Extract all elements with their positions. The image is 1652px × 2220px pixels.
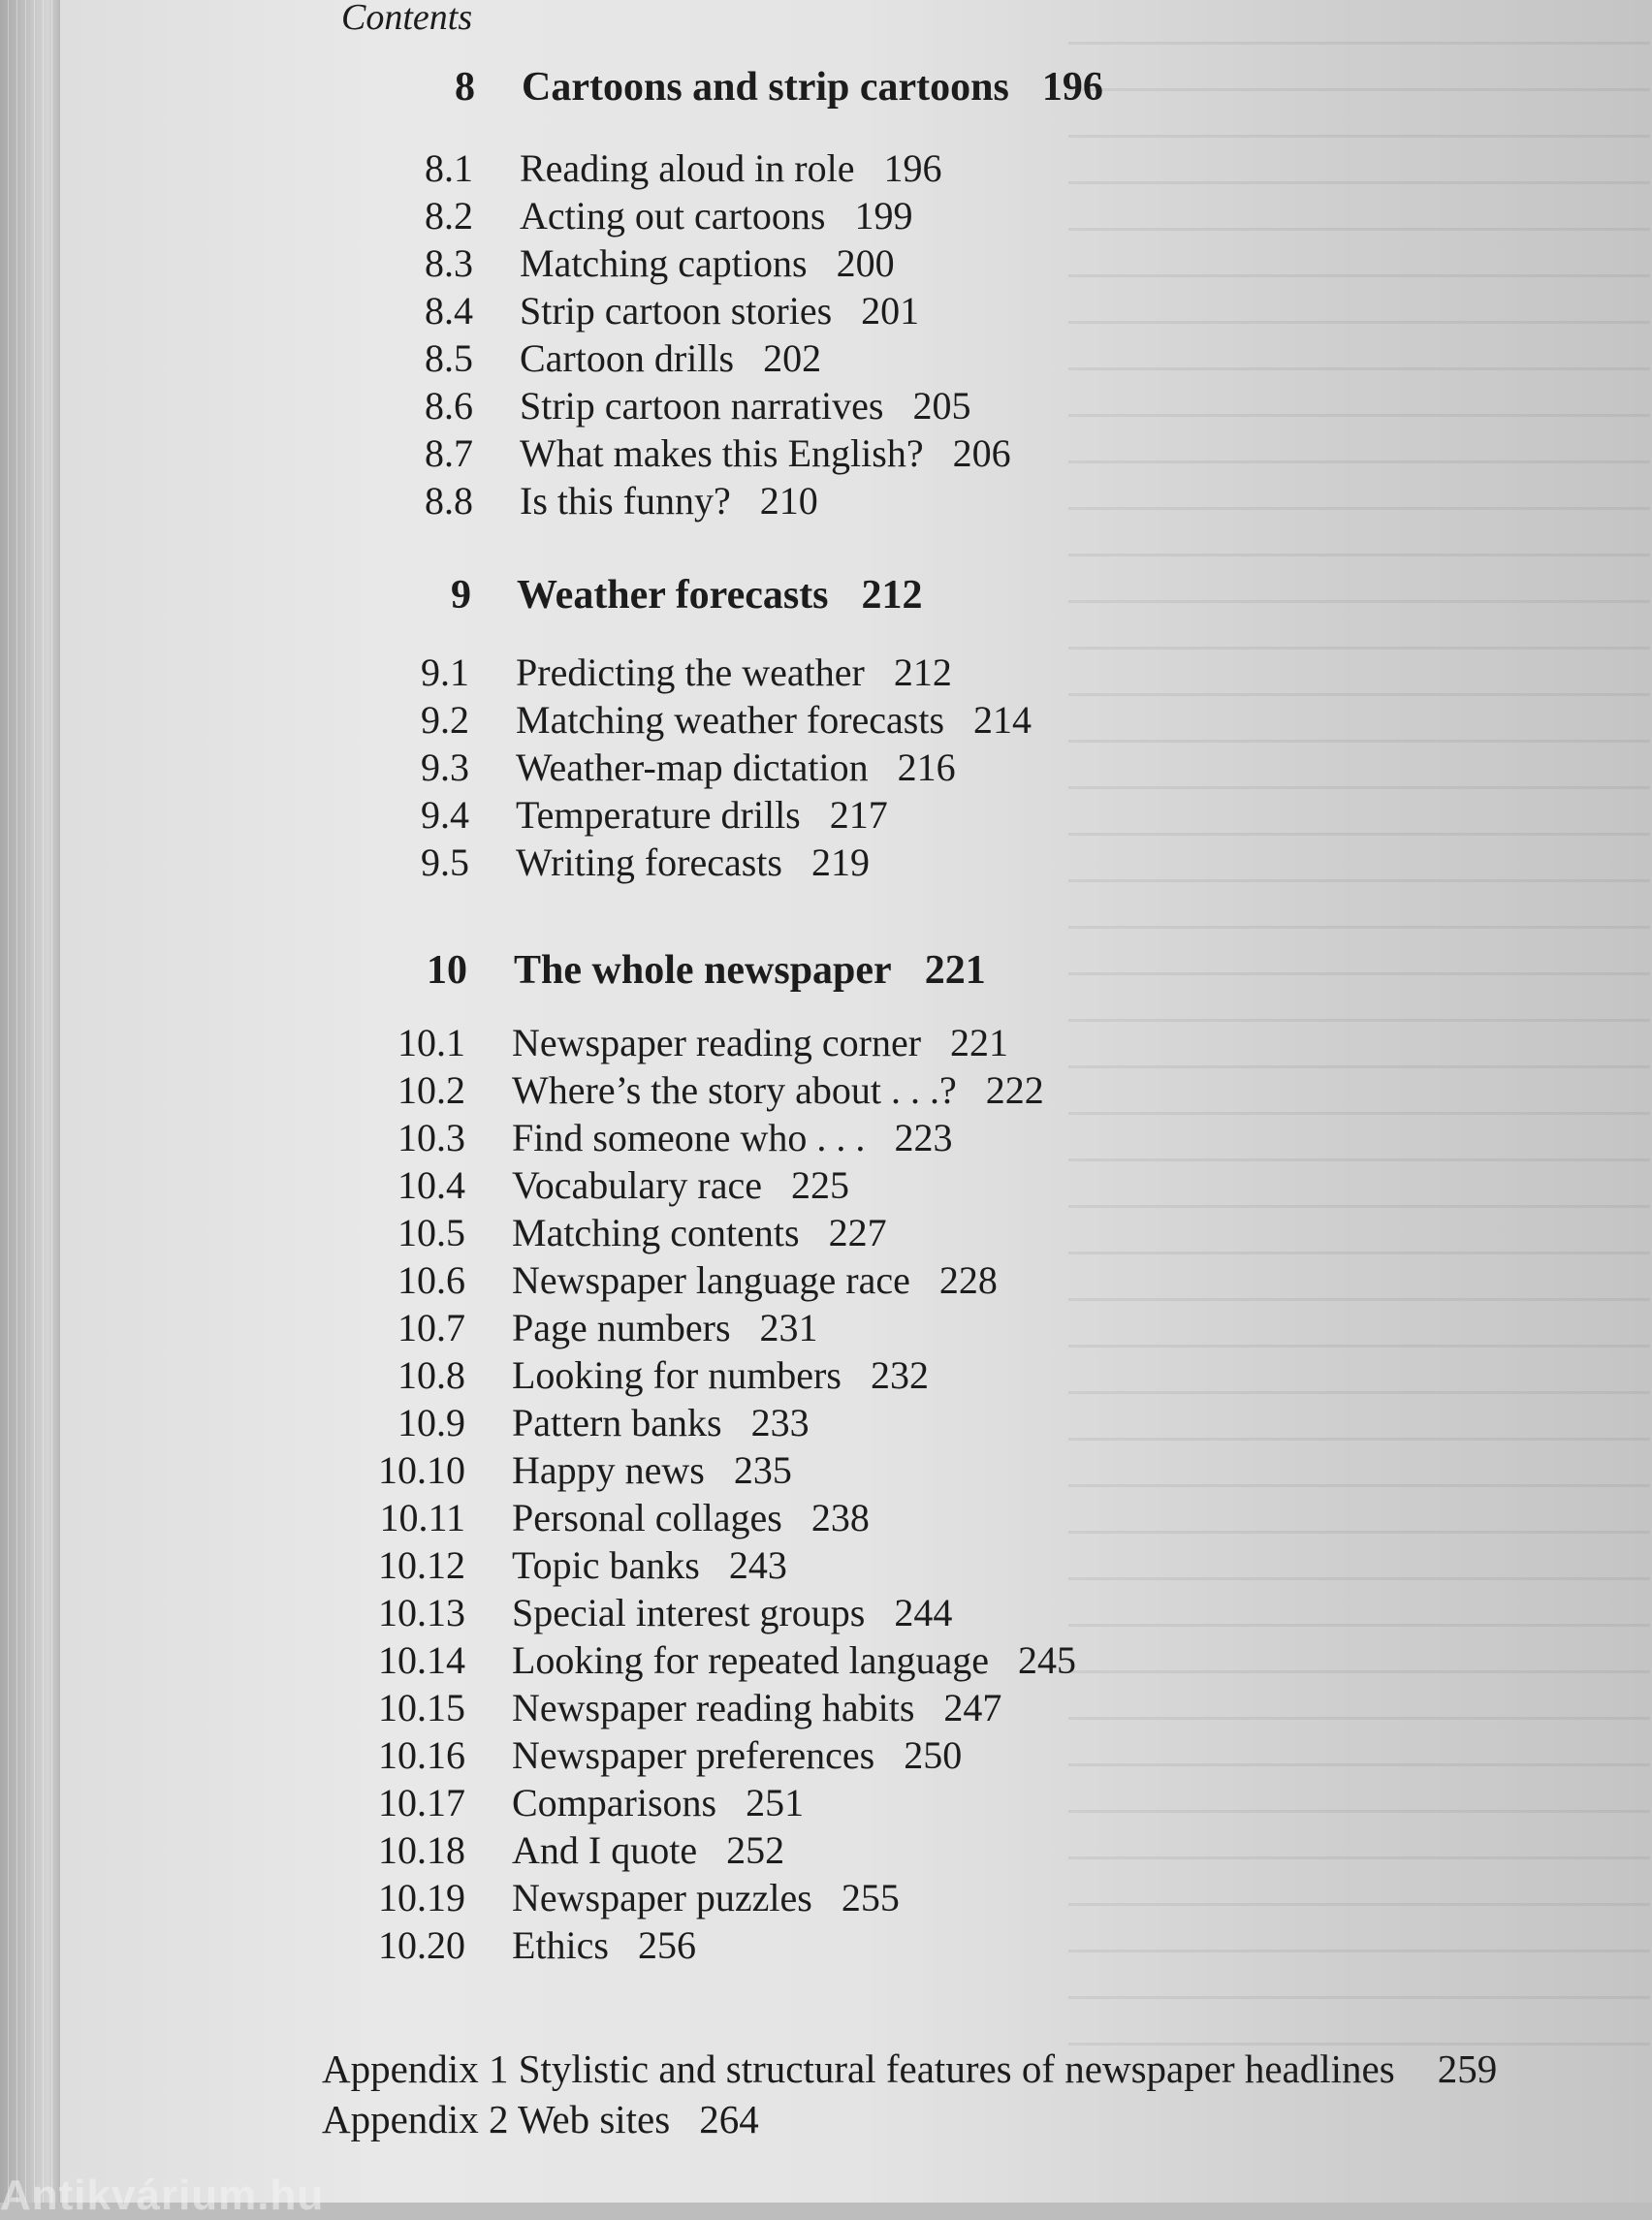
chapter-title-line: [517, 572, 923, 618]
entry-page: 255: [841, 1876, 900, 1919]
entry-number: 10.9: [397, 1401, 465, 1444]
entry-number: 8.7: [425, 431, 473, 475]
entry-title: Comparisons: [512, 1781, 717, 1824]
entry-title: Where’s the story about . . .?: [512, 1068, 957, 1112]
entry-title-line: [512, 1875, 900, 1920]
toc-entry: [0, 1780, 1652, 1827]
entry-page: 238: [810, 1496, 870, 1539]
toc-entry: [0, 145, 1652, 193]
appendix-entry: [322, 2096, 759, 2142]
entry-page: 252: [726, 1828, 785, 1872]
toc-entry: [0, 1495, 1652, 1542]
entry-title-line: [512, 1590, 952, 1635]
entry-page: 217: [829, 793, 888, 837]
toc-entry: [0, 1732, 1652, 1780]
entry-title: Weather-map dictation: [516, 745, 869, 789]
entry-title: Strip cartoon stories: [520, 289, 833, 333]
toc-entry: [0, 1352, 1652, 1400]
entry-page: 245: [1018, 1638, 1077, 1682]
entry-page: 232: [870, 1353, 929, 1397]
entry-title-line: [512, 1732, 962, 1778]
toc-entry: [0, 1922, 1652, 1970]
entry-title: Strip cartoon narratives: [520, 384, 884, 428]
entry-title: Acting out cartoons: [520, 194, 826, 238]
toc-entry: [0, 383, 1652, 430]
entry-number: 10.20: [378, 1923, 465, 1967]
chapter-page: 196: [1041, 65, 1103, 110]
entry-number: 9.2: [421, 698, 469, 742]
toc-entry: [0, 650, 1652, 697]
entry-title-line: [512, 1780, 804, 1825]
entry-page: 216: [897, 745, 956, 789]
toc-entry: [0, 1067, 1652, 1115]
entry-title-line: [516, 792, 888, 838]
entry-title-line: [520, 383, 970, 428]
toc-entry: [0, 1590, 1652, 1637]
entry-title: Looking for numbers: [512, 1353, 842, 1397]
entry-title: And I quote: [512, 1828, 698, 1872]
entry-title: Page numbers: [512, 1306, 731, 1349]
entry-title: Pattern banks: [512, 1401, 722, 1444]
chapter-number: 9: [451, 573, 471, 618]
entry-page: 225: [791, 1163, 850, 1207]
entry-title: Temperature drills: [516, 793, 801, 837]
entry-title-line: [516, 697, 1032, 743]
toc-entry: [0, 1115, 1652, 1162]
entry-page: 250: [904, 1733, 963, 1777]
entry-page: 244: [894, 1591, 953, 1634]
toc-entry: [0, 1685, 1652, 1732]
entry-title-line: [512, 1447, 792, 1493]
entry-page: 222: [985, 1068, 1044, 1112]
entry-title: Special interest groups: [512, 1591, 866, 1634]
chapter-section-10: [0, 947, 1652, 1970]
entry-page: 247: [943, 1686, 1002, 1729]
entry-page: 228: [938, 1258, 998, 1302]
entry-number: 10.15: [378, 1686, 465, 1729]
entry-number: 10.17: [378, 1781, 465, 1824]
entry-number: 10.16: [378, 1733, 465, 1777]
chapter-title-line: [522, 64, 1103, 111]
entry-title-line: [516, 745, 956, 790]
chapter-section-8: [0, 64, 1652, 525]
toc-entry: [0, 1210, 1652, 1257]
entry-title: Newspaper preferences: [512, 1733, 875, 1777]
toc-entry: [0, 288, 1652, 335]
entry-title: Ethics: [512, 1923, 609, 1967]
running-head: Contents: [341, 0, 473, 38]
toc-entry: [0, 1827, 1652, 1875]
entry-title-line: [512, 1162, 849, 1208]
chapter-section-9: [0, 572, 1652, 887]
chapter-heading: [0, 947, 1652, 1015]
entry-title: Matching captions: [520, 241, 808, 285]
chapter-title: Weather forecasts: [517, 573, 829, 618]
toc-entry: [0, 335, 1652, 383]
entry-number: 10.19: [378, 1876, 465, 1919]
toc-entry: [0, 1447, 1652, 1495]
entry-page: 221: [950, 1021, 1009, 1064]
entry-title: Looking for repeated language: [512, 1638, 990, 1682]
entry-page: 219: [810, 840, 870, 884]
entry-title: Is this funny?: [520, 479, 731, 523]
entry-number: 10.1: [397, 1021, 465, 1064]
entry-title: Find someone who . . .: [512, 1116, 866, 1159]
entry-number: 8.8: [425, 479, 473, 523]
entry-title-line: [512, 1020, 1008, 1065]
entry-title: Reading aloud in role: [520, 146, 855, 190]
toc-entry: [0, 792, 1652, 840]
entry-number: 10.2: [397, 1068, 465, 1112]
entry-page: 214: [973, 698, 1032, 742]
entry-title-line: [520, 335, 821, 381]
entry-page: 205: [912, 384, 971, 428]
entry-title-line: [512, 1685, 1001, 1730]
entry-number: 9.4: [421, 793, 469, 837]
chapter-page: 212: [861, 573, 923, 618]
entry-title-line: [516, 650, 952, 695]
entry-page: 251: [746, 1781, 805, 1824]
entry-title-line: [520, 193, 913, 238]
entry-title-line: [512, 1067, 1044, 1113]
entry-page: 235: [733, 1448, 792, 1492]
entry-title-line: [520, 478, 818, 523]
entry-title: Newspaper language race: [512, 1258, 910, 1302]
entry-number: 10.12: [378, 1543, 465, 1587]
toc-entry: [0, 1257, 1652, 1305]
entry-title: Happy news: [512, 1448, 705, 1492]
entry-title-line: [512, 1922, 696, 1968]
chapter-number: 10: [427, 948, 467, 993]
entry-title: Writing forecasts: [516, 840, 782, 884]
entry-number: 10.11: [379, 1496, 465, 1539]
entry-title-line: [516, 840, 870, 885]
entry-title-line: [520, 145, 941, 191]
entry-title: Predicting the weather: [516, 650, 865, 694]
entry-page: 202: [763, 336, 822, 380]
chapter-number: 8: [455, 65, 475, 110]
toc-entry: [0, 697, 1652, 745]
entry-number: 8.3: [425, 241, 473, 285]
toc-entry: [0, 1637, 1652, 1685]
toc-entry: [0, 193, 1652, 240]
toc-entry: [0, 1162, 1652, 1210]
toc-entry: [0, 1020, 1652, 1067]
entry-page: 210: [759, 479, 818, 523]
entry-title: Newspaper puzzles: [512, 1876, 812, 1919]
entry-page: 223: [894, 1116, 953, 1159]
toc-entry: [0, 1305, 1652, 1352]
chapter-title-line: [514, 947, 986, 994]
entry-title-line: [512, 1827, 784, 1873]
appendix-title: Appendix 2 Web sites: [322, 2097, 671, 2141]
entry-number: 8.4: [425, 289, 473, 333]
entry-page: 233: [750, 1401, 810, 1444]
toc-entry: [0, 840, 1652, 887]
entry-title-line: [512, 1352, 929, 1398]
entry-page: 200: [836, 241, 895, 285]
entry-number: 10.3: [397, 1116, 465, 1159]
entry-title: Personal collages: [512, 1496, 782, 1539]
toc-entry: [0, 1875, 1652, 1922]
entry-title-line: [512, 1400, 810, 1445]
entry-title-line: [512, 1637, 1076, 1683]
toc-entry: [0, 478, 1652, 525]
entry-number: 9.1: [421, 650, 469, 694]
entry-number: 10.13: [378, 1591, 465, 1634]
chapter-heading: [0, 572, 1652, 640]
entry-number: 9.3: [421, 745, 469, 789]
entry-page: 212: [893, 650, 952, 694]
entry-title-line: [512, 1305, 818, 1350]
toc-entry: [0, 240, 1652, 288]
entry-page: 227: [828, 1211, 887, 1254]
entry-page: 256: [637, 1923, 696, 1967]
entry-page: 243: [728, 1543, 787, 1587]
entry-title: Newspaper reading corner: [512, 1021, 922, 1064]
entry-title: What makes this English?: [520, 431, 924, 475]
entry-number: 8.6: [425, 384, 473, 428]
entry-title: Topic banks: [512, 1543, 700, 1587]
chapter-page: 221: [924, 948, 986, 993]
entry-title: Newspaper reading habits: [512, 1686, 915, 1729]
chapter-title: Cartoons and strip cartoons: [522, 65, 1009, 110]
entry-number: 10.5: [397, 1211, 465, 1254]
toc-entry: [0, 1542, 1652, 1590]
toc-entry: [0, 1400, 1652, 1447]
entry-page: 201: [861, 289, 920, 333]
appendix-page: 259: [1437, 2046, 1498, 2091]
toc-entry: [0, 745, 1652, 792]
entry-title: Vocabulary race: [512, 1163, 763, 1207]
entry-title-line: [520, 288, 919, 333]
entry-title-line: [512, 1210, 887, 1255]
appendix-page: 264: [699, 2097, 759, 2141]
entry-title: Cartoon drills: [520, 336, 735, 380]
entry-number: 10.7: [397, 1306, 465, 1349]
entry-number: 8.1: [425, 146, 473, 190]
entry-page: 199: [854, 194, 913, 238]
chapter-heading: [0, 64, 1652, 132]
appendix-entry: [322, 2046, 1497, 2092]
entry-title-line: [512, 1495, 870, 1540]
entry-title: Matching contents: [512, 1211, 800, 1254]
chapter-title: The whole newspaper: [514, 948, 892, 993]
entry-title-line: [520, 240, 895, 286]
watermark-text: Antikvárium.hu: [0, 2172, 325, 2219]
entry-number: 10.4: [397, 1163, 465, 1207]
entry-title: Matching weather forecasts: [516, 698, 945, 742]
entry-number: 8.5: [425, 336, 473, 380]
toc-entry: [0, 430, 1652, 478]
entry-number: 9.5: [421, 840, 469, 884]
entry-page: 206: [952, 431, 1011, 475]
entry-number: 10.10: [378, 1448, 465, 1492]
entry-number: 10.8: [397, 1353, 465, 1397]
entry-number: 10.18: [378, 1828, 465, 1872]
entry-number: 8.2: [425, 194, 473, 238]
entry-title-line: [512, 1542, 787, 1588]
entry-title-line: [512, 1257, 998, 1303]
appendix-title: Appendix 1 Stylistic and structural features of newspaper headlines: [322, 2046, 1395, 2091]
entry-page: 196: [883, 146, 942, 190]
entry-number: 10.6: [397, 1258, 465, 1302]
entry-page: 231: [759, 1306, 818, 1349]
entry-title-line: [512, 1115, 952, 1160]
entry-number: 10.14: [378, 1638, 465, 1682]
entry-title-line: [520, 430, 1011, 476]
